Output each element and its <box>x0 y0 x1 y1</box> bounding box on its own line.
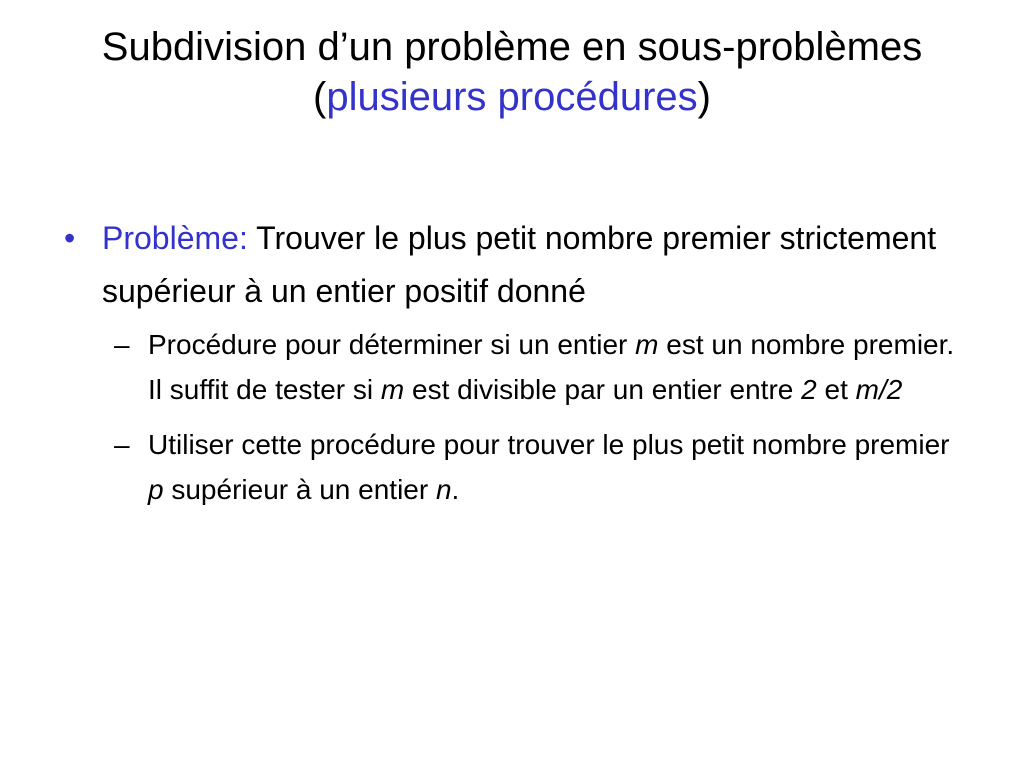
variable-m: m <box>380 374 405 405</box>
title-highlight: plusieurs procédures <box>326 75 698 119</box>
sub-bullet-text: est un nombre premier. Il suffit de tester si <box>148 329 955 405</box>
slide-title <box>40 22 984 122</box>
variable-m: m <box>635 329 659 360</box>
value-2: 2 <box>801 374 817 405</box>
value-m-half: m/2 <box>855 374 903 405</box>
bullet-problem <box>60 212 960 318</box>
bullet-label: Problème: <box>102 220 248 256</box>
variable-p: p <box>148 474 164 505</box>
sub-bullet-text: et <box>816 374 856 405</box>
dash-marker: – <box>114 429 130 460</box>
sub-bullet-prime-test <box>60 322 960 412</box>
sub-bullet-text: Utiliser cette procédure pour trouver le plus petit nombre premier <box>148 429 950 460</box>
sub-bullet-text: Procédure pour déterminer si un entier <box>148 329 636 360</box>
sub-bullet-text: . <box>451 474 460 505</box>
sub-bullet-find-prime <box>60 422 960 512</box>
slide-body <box>60 212 960 522</box>
title-close: ) <box>697 75 711 119</box>
variable-n: n <box>435 474 452 505</box>
bullet-marker: • <box>64 220 76 256</box>
sub-bullet-text: supérieur à un entier <box>163 474 436 505</box>
bullet-text: Trouver le plus petit nombre premier strictement supérieur à un entier positif donné <box>102 220 937 309</box>
title-main: Subdivision d’un problème en sous-problèmes ( <box>101 25 923 119</box>
sub-bullet-list <box>60 322 960 512</box>
sub-bullet-text: est divisible par un entier entre <box>404 374 802 405</box>
dash-marker: – <box>114 329 130 360</box>
